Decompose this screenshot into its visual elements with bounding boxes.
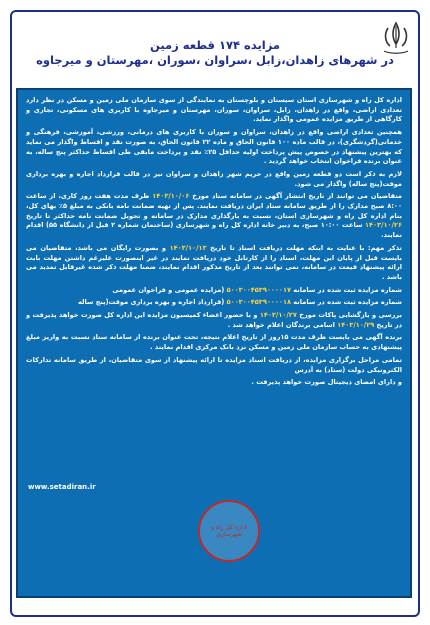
date-results: ۱۴۰۳/۱۰/۲۹: [337, 320, 375, 329]
auction-number-1: ۵۰۰۳۰۰۴۵۳۹۰۰۰۰۱۷: [226, 285, 292, 294]
stamp-text: اداره کل راه و شهرسازی: [211, 524, 247, 538]
notice-header: [16, 38, 414, 68]
paragraph-intro: اداره کل راه و شهرسازی استان سیستان و بلوچستان به نمایندگی از سوی سازمان ملی زمین و مسکن در نظر دارد تعدادی اراضی، واقع در زاهدان، زابل، سراوان، سوران، مهرستان و میرجاوه با کاربری های مسکونی، تجاری و کارگاهی از طریق مزایده عمومی واگذار نماید.: [26, 96, 402, 124]
date-deadline: ۱۴۰۳/۱۰/۲۶: [364, 221, 402, 230]
paragraph-lease: لازم به ذکر است دو قطعه زمین واقع در حریم شهر زاهدان و سراوان نیز در قالب قرارداد اجاره و بهره برداری موقت(پنج ساله) واگذار می شود.: [26, 169, 402, 188]
paragraph-important-note: تذکر مهم: با عنایت به اینکه مهلت دریافت اسناد تا تاریخ ۱۴۰۳/۱۰/۱۳ و بصورت رایگان می باشد، متقاضیان می بایست قبل از پایان این مهلت، اسناد را از کارتابل خود دریافت نمایند در غیر اینصورت علیرغم داشتن مهلت بابت ارائه پیشنهاد قیمت در سامانه، نمی توانند بعد از تاریخ مذکور اقدام نمایند، ضمنا مهلت ذکر شده غیرقابل تمدید می باشد .: [26, 243, 402, 281]
notice-title: مزایده ۱۷۴ قطعه زمین: [149, 38, 281, 52]
auction-number-2: ۵۰۰۳۰۰۴۵۳۹۰۰۰۰۱۸: [226, 298, 292, 307]
paragraph-opening: بررسی و بازگشایی پاکات مورخ ۱۴۰۳/۱۰/۲۷ و با حضور اعضاء کمیسیون مزایده این اداره کل صورت خواهد پذیرفت و در تاریخ ۱۴۰۳/۱۰/۲۹ اسامی برندگان اعلام خواهد شد .: [26, 311, 402, 329]
official-stamp: [198, 500, 260, 562]
paragraph-conditions: همچنین تعدادی اراضی واقع در زاهدان، سراوان و سوران با کاربری های درمانی، ورزشی، آموزشی، فرهنگی و خدماتی(گردشگری)، در قالب ماده ۱۰۰ قانون الحاق و ماده ۲۲ قانون الحاق، به صورت نقد و اقساط واگذار می نماید که بهترین پیشنهاد در خصوص پیش پرداخت اولیه حداقل ۲۵٪ نقد و پرداخت مابقی طی اقساط حداکثر پنج ساله، به عنوان برنده فراخوان انتخاب خواهد گردید .: [26, 128, 402, 166]
date-publish: ۱۴۰۳/۱۰/۰۶: [152, 192, 190, 201]
paragraph-process: تمامی مراحل برگزاری مزایده، از دریافت اسناد مزایده تا ارائه پیشنهاد از سوی متقاضیان، از طریق سامانه تدارکات الکترونیکی دولت (ستاد) به آدرس: [26, 355, 402, 374]
notice-subtitle: در شهرهای زاهدان،زابل ،سراوان ،سوران ،مهرستان و میرجاوه: [36, 53, 394, 67]
notice-body-box: [16, 88, 412, 598]
paragraph-auction-number-2: شماره مزایده ثبت شده در سامانه ۵۰۰۳۰۰۴۵۳۹۰۰۰۰۱۸ (قرارداد اجاره و بهره برداری موقت(پنج ساله: [77, 298, 402, 307]
paragraph-deadlines: متقاضیان می توانند از تاریخ انتشار آگهی در سامانه ستاد مورخ ۱۴۰۳/۱۰/۰۶ ظرف مدت هفت روز کاری، از ساعت ۸:۰۰ صبح مدارک را از طریق سامانه ستاد ایران دریافت نمایند. پس از تهیه ضمانت نامه بانکی به مبلغ ۵٪ بهای کل، بنام اداره کل راه و شهرسازی استان، نسبت به بارگذاری مدارک در سامانه و تحویل ضمانت نامه حداکثر تا تاریخ ۱۴۰۳/۱۰/۲۶ ساعت ۱۰:۰۰ صبح، به دبیر خانه اداره کل راه و شهرسازی (ساختمان شماره ۲ قبل از دانشگاه ۵۵) اقدام نمایند.: [26, 192, 402, 240]
setad-link[interactable]: www.setadiran.ir: [28, 483, 96, 491]
notice-body-text: [26, 96, 402, 388]
date-documents: ۱۴۰۳/۱۰/۱۳: [169, 243, 207, 252]
paragraph-signature: و دارای امضای دیجیتال صورت خواهد پذیرفت .: [251, 378, 402, 387]
date-opening: ۱۴۰۳/۱۰/۲۷: [259, 311, 297, 320]
paragraph-auction-number-1: شماره مزایده ثبت شده در سامانه ۵۰۰۳۰۰۴۵۳۹۰۰۰۰۱۷ (مزایده عمومی و فراخوان عمومی: [112, 285, 402, 294]
paragraph-winner: برنده آگهی می بایست ظرف مدت ۱۵روز از تاریخ اعلام نتیجه، تحت عنوان برنده از سامانه ستاد نسبت به واریز مبلغ پیشنهادی به حساب سازمان ملی زمین و مسکن نزد بانک مرکزی اقدام نمایند .: [26, 333, 402, 352]
